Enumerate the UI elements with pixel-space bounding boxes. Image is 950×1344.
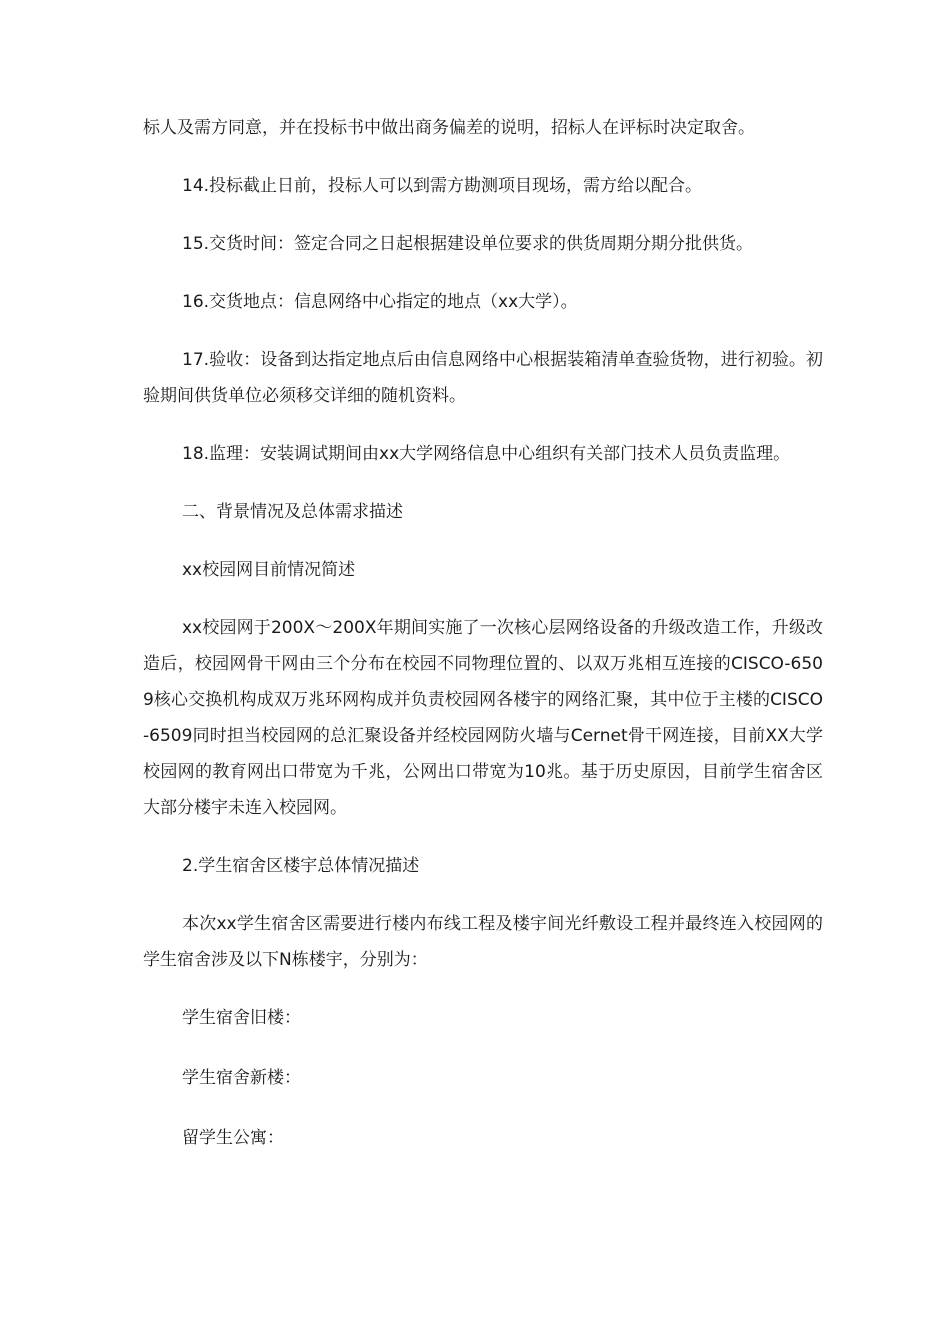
paragraph-item-15: 15.交货时间：签定合同之日起根据建设单位要求的供货周期分期分批供货。 [182, 234, 754, 254]
document-body [143, 110, 823, 1180]
paragraph-item-14: 14.投标截止日前，投标人可以到需方勘测项目现场，需方给以配合。 [182, 176, 703, 196]
paragraph-item-18: 18.监理：安装调试期间由xx大学网络信息中心组织有关部门技术人员负责监理。 [182, 444, 791, 464]
section-heading: 二、背景情况及总体需求描述 [182, 502, 403, 522]
list-item-old-dorm: 学生宿舍旧楼： [182, 1008, 301, 1028]
paragraph-item-16: 16.交货地点：信息网络中心指定的地点（xx大学）。 [182, 292, 578, 312]
paragraph-dorm-scope: 本次xx学生宿舍区需要进行楼内布线工程及楼宇间光纤敷设工程并最终连入校园网的学生宿舍涉及以下N栋楼宇，分别为： [143, 914, 823, 970]
paragraph-item-17: 17.验收：设备到达指定地点后由信息网络中心根据装箱清单查验货物，进行初验。初验期间供货单位必须移交详细的随机资料。 [143, 350, 823, 406]
list-item-new-dorm: 学生宿舍新楼： [182, 1068, 301, 1088]
subsection-heading: xx校园网目前情况简述 [182, 560, 356, 580]
paragraph-continuation: 标人及需方同意，并在投标书中做出商务偏差的说明，招标人在评标时决定取舍。 [143, 118, 755, 138]
paragraph-campus-network: xx校园网于200X～200X年期间实施了一次核心层网络设备的升级改造工作，升级改造后，校园网骨干网由三个分布在校园不同物理位置的、以双万兆相互连接的CISCO-6509核心交换机构成双万兆环网构成并负责校园网各楼宇的网络汇聚，其中位于主楼的CISCO-6509同时担当校园网的总汇聚设备并经校园网防火墙与Cernet骨干网连接，目前XX大学校园网的教育网出口带宽为千兆，公网出口带宽为10兆。基于历史原因，目前学生宿舍区大部分楼宇未连入校园网。 [143, 618, 823, 818]
subsection-heading-2: 2.学生宿舍区楼宇总体情况描述 [182, 856, 420, 876]
list-item-intl-apartment: 留学生公寓： [182, 1128, 284, 1148]
